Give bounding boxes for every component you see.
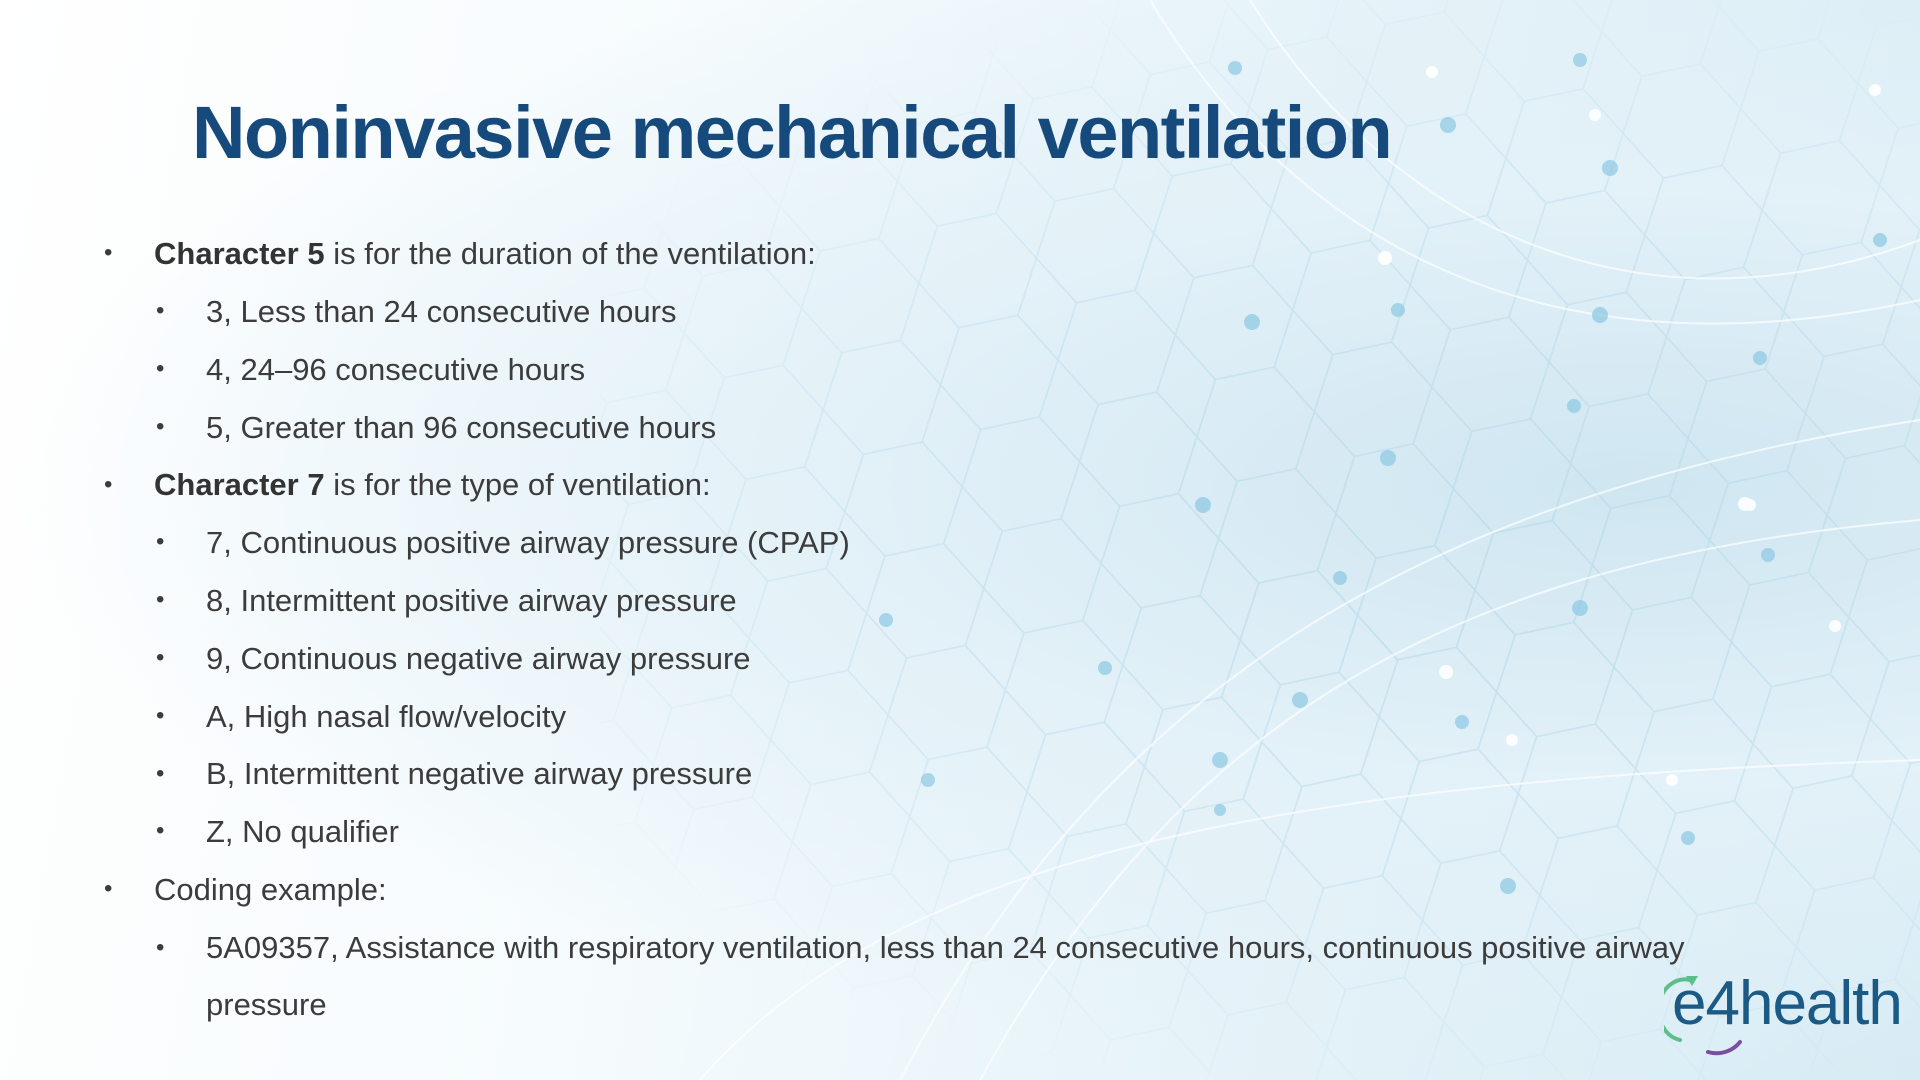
sub-bullet <box>100 514 1800 572</box>
slide-title: Noninvasive mechanical ventilation <box>192 91 1392 174</box>
sub-bullet-text: B, Intermittent negative airway pressure <box>206 756 753 792</box>
sub-bullet <box>100 803 1800 861</box>
sub-bullet <box>100 572 1800 630</box>
bullet-icon: • <box>156 817 165 845</box>
bullet-bold-label: Character 7 <box>154 467 325 503</box>
sub-bullet-text: 3, Less than 24 consecutive hours <box>206 294 677 330</box>
logo-text: e4health <box>1672 969 1902 1038</box>
sub-bullet-text <box>206 919 1684 1033</box>
bullet-icon: • <box>156 586 165 614</box>
bullet-text: is for the duration of the ventilation: <box>324 236 816 272</box>
sub-bullet-text: 7, Continuous positive airway pressure (CPAP) <box>206 525 850 561</box>
bullet-icon: • <box>156 701 165 729</box>
sub-bullet <box>100 398 1800 456</box>
sub-bullet-line-2: pressure <box>206 986 327 1022</box>
sub-bullet-line-1: 5A09357, Assistance with respiratory ventilation, less than 24 consecutive hours, continuous positive airway <box>206 929 1685 965</box>
bullet-icon: • <box>156 933 165 961</box>
bullet-list <box>100 225 1800 1033</box>
sub-bullet <box>100 341 1800 399</box>
bullet-text: Coding example: <box>154 872 387 908</box>
bullet-icon: • <box>104 239 113 267</box>
bullet-icon: • <box>156 528 165 556</box>
bullet-icon: • <box>104 470 113 498</box>
bullet-icon: • <box>156 297 165 325</box>
bullet-icon: • <box>156 355 165 383</box>
sub-bullet-text: 8, Intermittent positive airway pressure <box>206 583 737 619</box>
sub-bullet-text: 4, 24–96 consecutive hours <box>206 351 586 387</box>
sub-bullet-text: 9, Continuous negative airway pressure <box>206 640 751 676</box>
sub-bullet-text: 5, Greater than 96 consecutive hours <box>206 409 717 445</box>
sub-bullet <box>100 283 1800 341</box>
sub-bullet <box>100 630 1800 688</box>
bullet-text: is for the type of ventilation: <box>324 467 711 503</box>
sub-bullet-text: Z, No qualifier <box>206 814 399 850</box>
bullet-bold-label: Character 5 <box>154 236 325 272</box>
sub-bullet <box>100 745 1800 803</box>
bullet-character-5 <box>100 225 1800 283</box>
bullet-icon: • <box>156 412 165 440</box>
sub-bullet-text: A, High nasal flow/velocity <box>206 698 567 734</box>
sub-bullet <box>100 687 1800 745</box>
sub-bullet <box>100 911 1800 1033</box>
bullet-icon: • <box>156 644 165 672</box>
bullet-icon: • <box>156 759 165 787</box>
bullet-icon: • <box>104 875 113 903</box>
e4health-logo <box>1664 966 1902 1056</box>
bullet-character-7 <box>100 456 1800 514</box>
